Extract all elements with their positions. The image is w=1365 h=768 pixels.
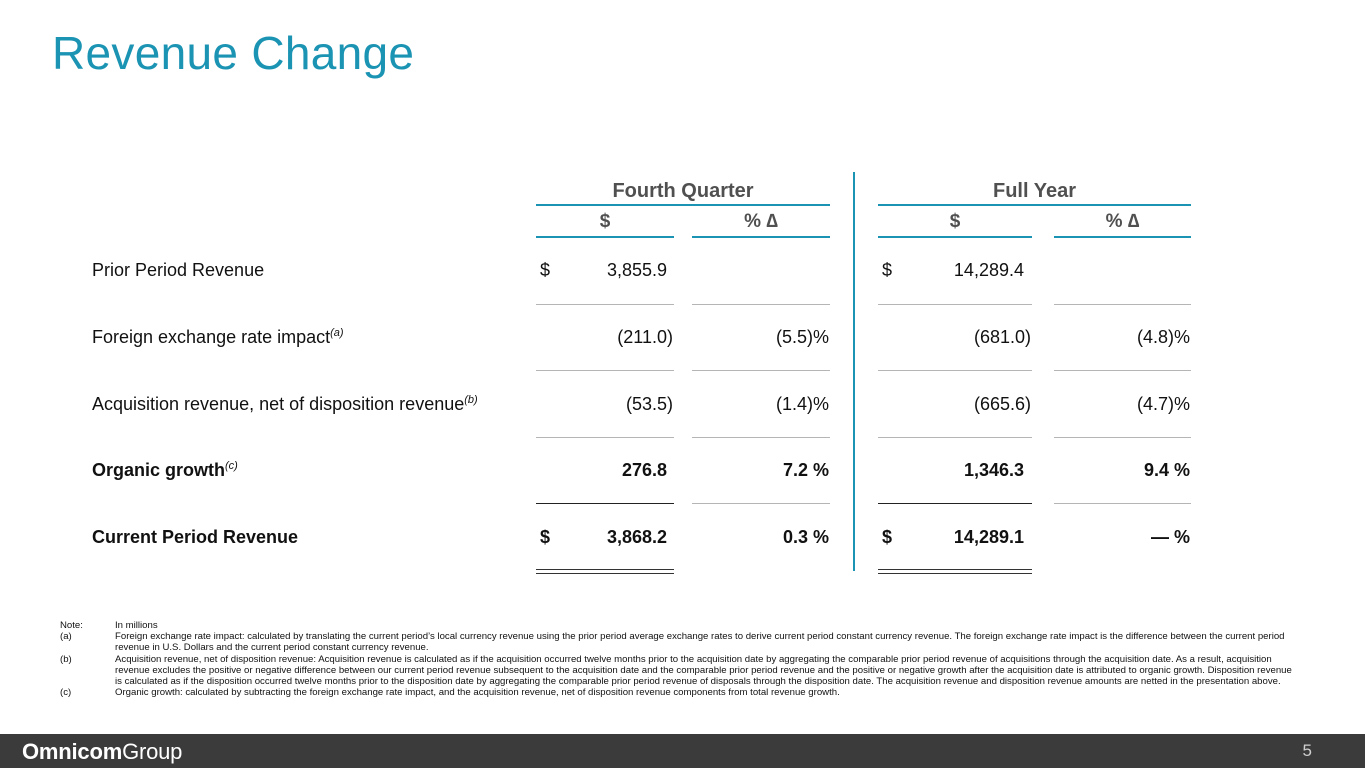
fy-pct-rule (1054, 236, 1191, 238)
row-label-prior-period: Prior Period Revenue (92, 260, 265, 280)
fy-pct: (4.7)% (1136, 394, 1190, 414)
footer-bar (0, 734, 1365, 768)
row-rule (536, 503, 674, 504)
row-rule (1054, 503, 1191, 504)
note-key: (a) (60, 631, 72, 643)
row-label-text: Organic growth (92, 460, 226, 480)
q4-value: (53.5) (625, 394, 673, 414)
note-key: Note: (60, 620, 83, 631)
footnote-ref: (c) (225, 460, 238, 472)
fy-pct: (4.8)% (1136, 327, 1190, 347)
note-row (60, 631, 1300, 653)
q4-value: (211.0) (617, 327, 673, 347)
row-rule (878, 503, 1032, 504)
fy-pct: 9.4 % (1143, 460, 1190, 480)
fy-value: (665.6) (973, 394, 1031, 414)
row-rule (692, 503, 830, 504)
fy-pct: — % (1150, 527, 1190, 547)
header-fourth-quarter: Fourth Quarter (612, 180, 754, 202)
fy-dollar-sign: $ (882, 260, 893, 280)
note-row (60, 687, 1300, 698)
note-key: (b) (60, 653, 72, 665)
page-title: Revenue Change (52, 27, 415, 79)
row-label-text: Foreign exchange rate impact (92, 327, 331, 347)
q4-pct: 7.2 % (782, 460, 829, 480)
row-rule (878, 304, 1032, 305)
row-rule (692, 304, 830, 305)
logo-bold-text: Omnicom (22, 739, 123, 764)
fy-value: 14,289.1 (953, 527, 1024, 547)
note-text: In millions (115, 620, 158, 631)
note-text: Organic growth: calculated by subtracting the foreign exchange rate impact, and the acquisition revenue, net of disposition revenue components from total revenue growth. (115, 687, 840, 699)
q4-pct-rule (692, 236, 830, 238)
fy-dollar-subhead: $ (949, 211, 961, 232)
row-label-fx-impact (92, 327, 344, 348)
row-label-current-period: Current Period Revenue (92, 527, 299, 547)
row-rule (692, 437, 830, 438)
total-double-rule (536, 569, 674, 574)
footnotes (60, 620, 1300, 698)
row-rule (536, 370, 674, 371)
q4-pct: (5.5)% (775, 327, 829, 347)
row-rule (1054, 437, 1191, 438)
logo-regular-text: Group (122, 739, 183, 764)
q4-pct: (1.4)% (775, 394, 829, 414)
row-label-text: Acquisition revenue, net of disposition revenue (92, 394, 465, 414)
row-label-acquisition (92, 394, 478, 415)
q4-pct-subhead: % ∆ (744, 211, 778, 232)
row-rule (536, 437, 674, 438)
q4-value: 3,855.9 (606, 260, 667, 280)
q4-pct: 0.3 % (782, 527, 829, 547)
note-key: (c) (60, 687, 72, 699)
q4-dollar-rule (536, 236, 674, 238)
note-row (60, 654, 1300, 688)
footnote-ref: (b) (464, 394, 478, 406)
page-number: 5 (1302, 741, 1312, 760)
row-label-organic-growth (92, 460, 238, 481)
q4-value: 276.8 (621, 460, 667, 480)
q4-dollar-sign: $ (540, 527, 551, 547)
q4-dollar-subhead: $ (599, 211, 611, 232)
fy-value: 14,289.4 (953, 260, 1024, 280)
fy-value: (681.0) (973, 327, 1031, 347)
row-rule (1054, 370, 1191, 371)
q4-dollar-sign: $ (540, 260, 551, 280)
row-rule (878, 370, 1032, 371)
note-text: Acquisition revenue, net of disposition revenue: Acquisition revenue is calculated as if the acquisition occurred twelve months prior to the acquisition date by aggregating the comparable prior period revenue of acquisitions through the acquisition date. As a result, acquisition revenue excludes the positive or negative difference between our current period revenue subsequent to the acquisition date and the comparable prior period revenue and the positive or negative growth after the acquisition date is attributed to organic growth. Disposition revenue is calculated as if the disposition occurred twelve months prior to the disposition date by aggregating the comparable prior period revenue of disposals through the disposition date. The acquisition revenue and disposition revenue amounts are netted in the presentation above. (115, 653, 1292, 688)
row-rule (536, 304, 674, 305)
fy-dollar-sign: $ (882, 527, 893, 547)
column-divider (853, 172, 855, 571)
header-full-year: Full Year (992, 180, 1076, 202)
fy-value: 1,346.3 (963, 460, 1024, 480)
footnote-ref: (a) (330, 327, 344, 339)
fy-pct-subhead: % ∆ (1105, 211, 1140, 232)
note-text: Foreign exchange rate impact: calculated by translating the current period’s local currency revenue using the prior period average exchange rates to derive current period constant currency revenue. The foreign exchange rate impact is the difference between the current period revenue in U.S. Dollars and the current period constant currency revenue. (115, 631, 1285, 654)
q4-value: 3,868.2 (606, 527, 667, 547)
q4-header-rule (536, 204, 830, 206)
note-row (60, 620, 1300, 631)
omnicom-logo (22, 739, 182, 765)
total-double-rule (878, 569, 1032, 574)
row-rule (878, 437, 1032, 438)
fy-header-rule (878, 204, 1191, 206)
fy-dollar-rule (878, 236, 1032, 238)
row-rule (692, 370, 830, 371)
row-rule (1054, 304, 1191, 305)
